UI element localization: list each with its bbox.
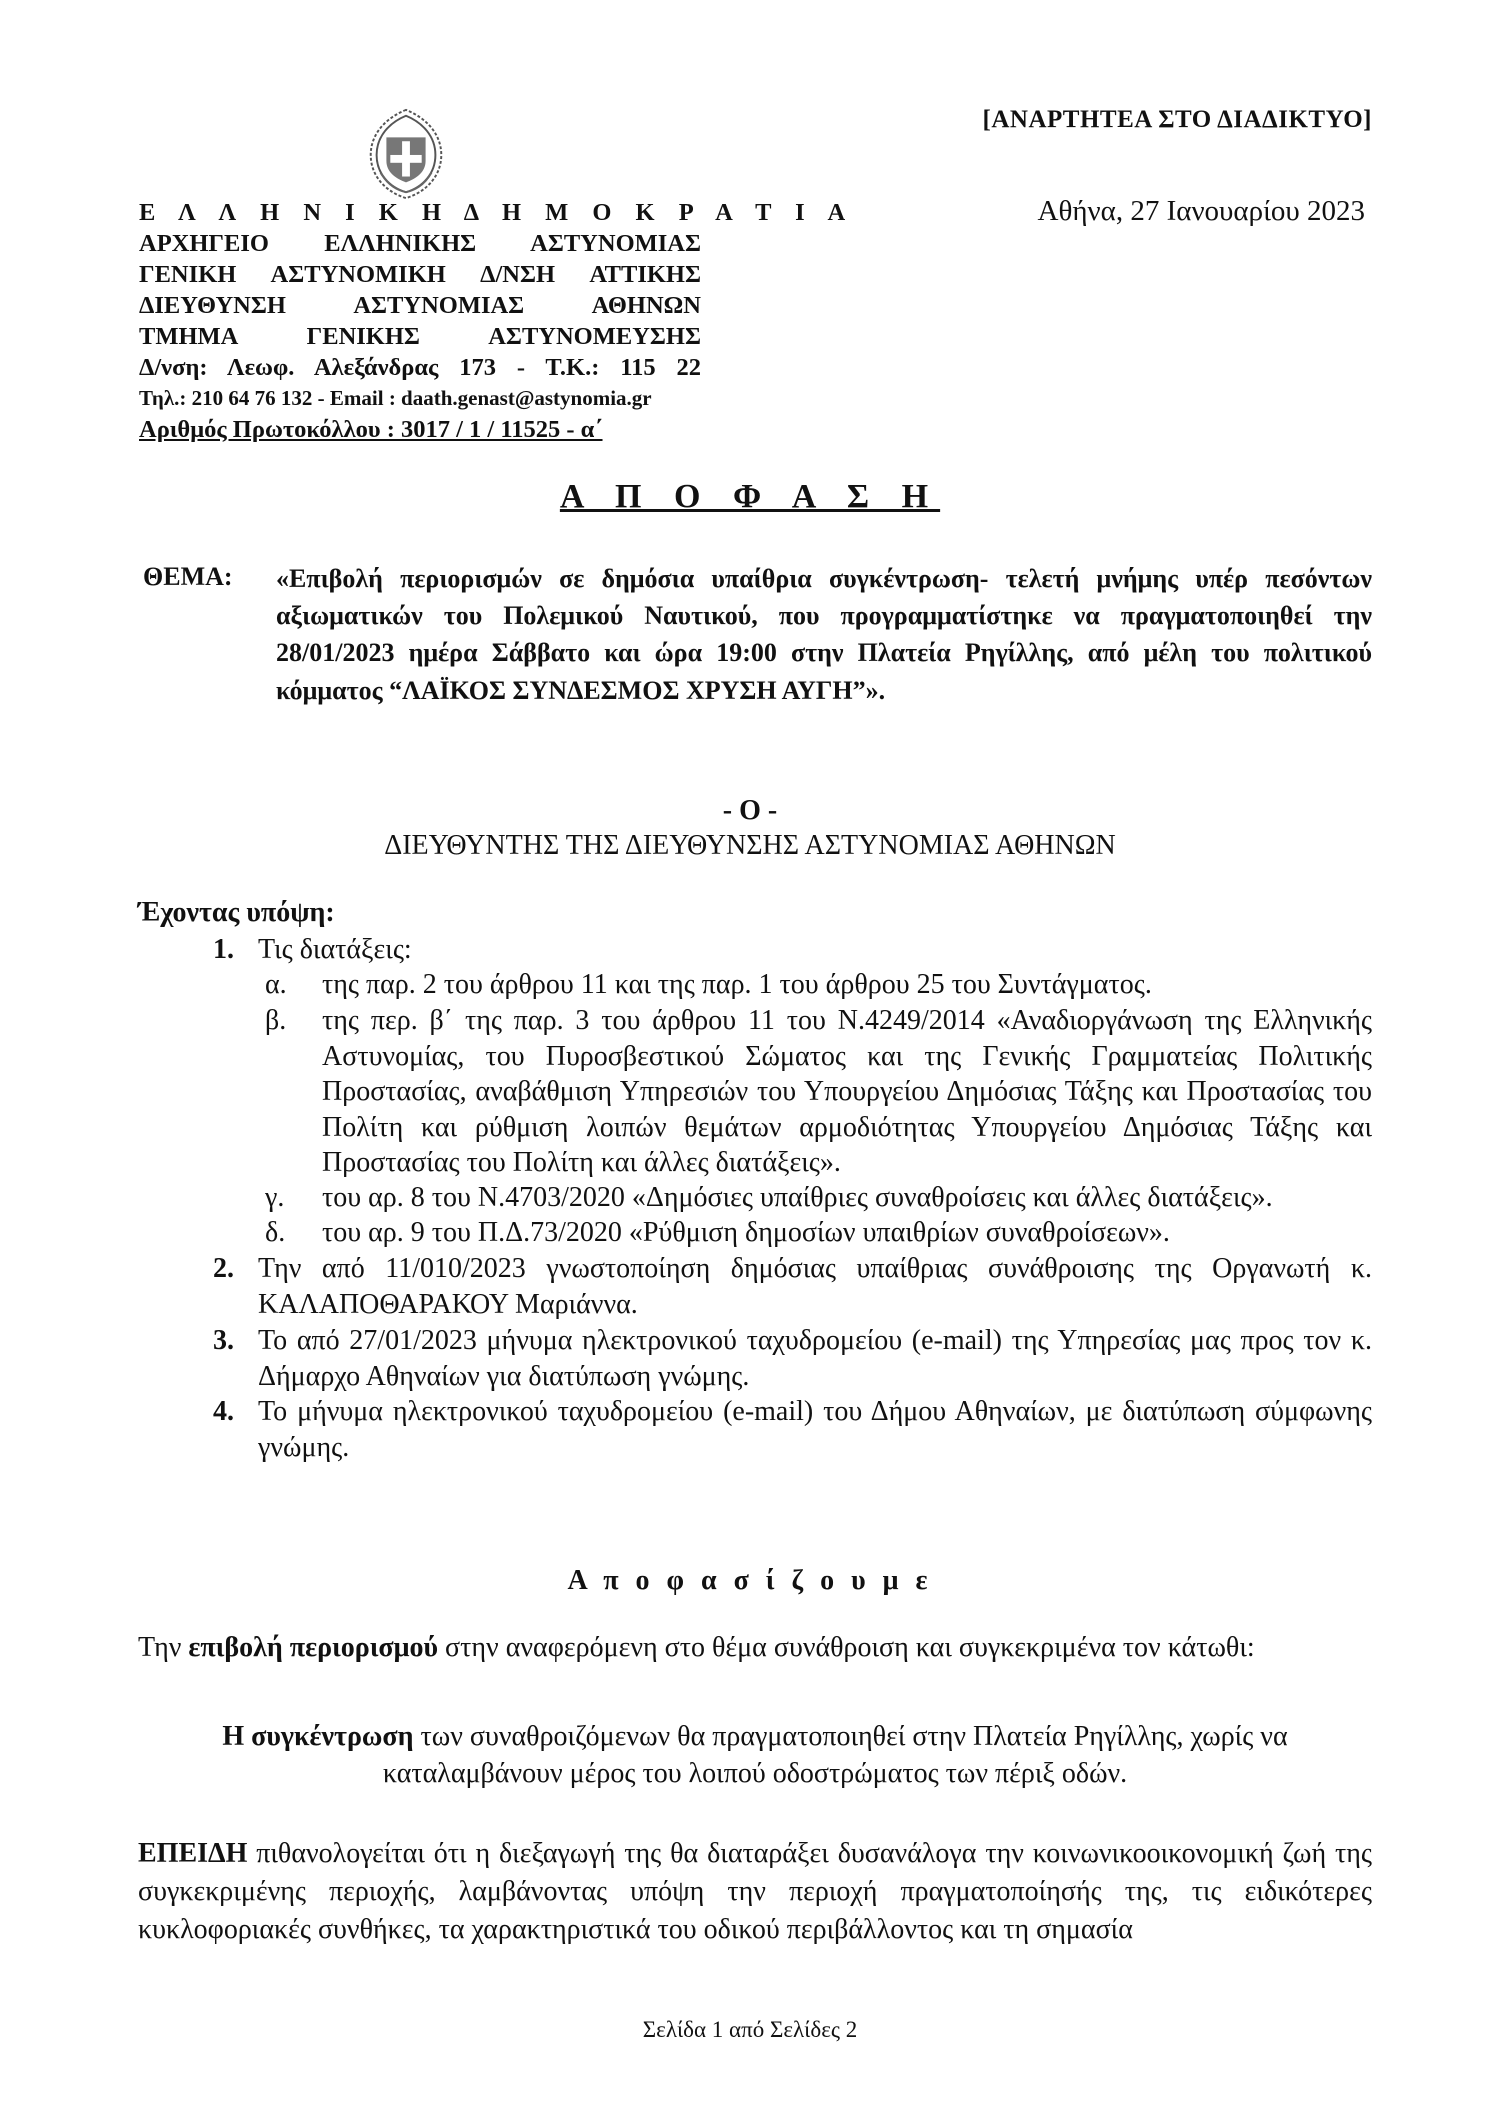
director-title: ΔΙΕΥΘΥΝΤΗΣ ΤΗΣ ΔΙΕΥΘΥΝΣΗΣ ΑΣΤΥΝΟΜΙΑΣ ΑΘΗΝΩΝ (384, 830, 1116, 861)
page-footer: Σελίδα 1 από Σελίδες 2 (642, 2017, 858, 2042)
decision-title: Α Π Ο Φ Α Σ Η (559, 478, 941, 515)
having-regard-heading: Έχοντας υπόψη: (138, 897, 335, 928)
item-number: 1. (213, 934, 234, 965)
protocol-number: Αριθμός Πρωτοκόλλου : 3017 / 1 / 11525 - α΄ (139, 416, 603, 443)
authority-line: Ε Λ Λ Η Ν Ι Κ Η Δ Η Μ Ο Κ Ρ Α Τ Ι Α (139, 199, 855, 226)
paragraph-text: στην αναφερόμενη στο θέμα συνάθροιση και συγκεκριμένα τον κάτωθι: (438, 1632, 1255, 1663)
we-decide-heading: Α π ο φ α σ ί ζ ο υ μ ε (567, 1565, 933, 1596)
paragraph-text: Την (138, 1632, 189, 1663)
list-item: Τις διατάξεις: (258, 934, 412, 965)
gathering-paragraph (138, 1718, 1372, 1792)
decision-paragraph (138, 1632, 1372, 1664)
subject-text: «Επιβολή περιορισμών σε δημόσια υπαίθρια συγκέντρωση- τελετή μνήμης υπέρ πεσόντων αξιωματικών του Πολεμικού Ναυτικού, που προγραμματίστηκε να πραγματοποιηθεί την 28/01/2023 ημέρα Σάββατο και ώρα 19:00 στην Πλατεία Ρηγίλλης, από μέλη του πολιτικού κόμματος “ΛΑΪΚΟΣ ΣΥΝΔΕΣΜΟΣ ΧΡΥΣΗ ΑΥΓΗ”». (276, 564, 1372, 705)
sub-item-text: της παρ. 2 του άρθρου 11 και της παρ. 1 του άρθρου 25 του Συντάγματος. (322, 969, 1152, 1000)
authority-contact: Τηλ.: 210 64 76 132 - Email : daath.genast@astynomia.gr (139, 386, 652, 410)
item-number: 4. (213, 1396, 234, 1427)
sub-item-text: του αρ. 9 του Π.Δ.73/2020 «Ρύθμιση δημοσίων υπαιθρίων συναθροίσεων». (322, 1217, 1170, 1248)
sub-item-mark: β. (265, 1005, 287, 1036)
issuing-authority-block (139, 197, 855, 445)
sub-item-text: της περ. β΄ της παρ. 3 του άρθρου 11 του Ν.4249/2014 «Αναδιοργάνωση της Ελληνικής Αστυνομίας, του Πυροσβεστικού Σώματος και της Γενικής Γραμματείας Πολιτικής Προστασίας, αναβάθμιση Υπηρεσιών του Υπουργείου Δημόσιας Τάξης και Προστασίας του Πολίτη και ρύθμιση λοιπών θεμάτων αρμοδιότητας Υπουργείου Δημόσιας Τάξης και Προστασίας του Πολίτη και άλλες διατάξεις». (322, 1005, 1372, 1178)
sub-item-mark: δ. (265, 1217, 286, 1248)
the-article: - Ο - (722, 795, 778, 826)
item-number: 3. (213, 1325, 234, 1356)
authority-line: ΤΜΗΜΑ ΓΕΝΙΚΗΣ ΑΣΤΥΝΟΜΕΥΣΗΣ (139, 323, 701, 350)
paragraph-text: πιθανολογείται ότι η διεξαγωγή της θα διαταράξει δυσανάλογα την κοινωνικοοικονομική ζωή της συγκεκριμένης περιοχής, λαμβάνοντας υπόψη την περιοχή πραγματοποίησής της, τις ειδικότερες κυκλοφοριακές συνθήκες, τα χαρακτηριστικά του οδικού περιβάλλοντος και τη σημασία (138, 1838, 1372, 1945)
item-number: 2. (213, 1253, 234, 1284)
authority-line: ΔΙΕΥΘΥΝΣΗ ΑΣΤΥΝΟΜΙΑΣ ΑΘΗΝΩΝ (139, 292, 701, 319)
list-item: Το μήνυμα ηλεκτρονικού ταχυδρομείου (e-mail) του Δήμου Αθηναίων, με διατύπωση σύμφωνης γνώμης. (258, 1396, 1372, 1463)
authority-address: Δ/νση: Λεωφ. Αλεξάνδρας 173 - Τ.Κ.: 115 22 (139, 354, 701, 381)
document-date: Αθήνα, 27 Ιανουαρίου 2023 (1037, 195, 1365, 227)
sub-item-mark: γ. (265, 1182, 285, 1213)
authority-line: ΑΡΧΗΓΕΙΟ ΕΛΛΗΝΙΚΗΣ ΑΣΤΥΝΟΜΙΑΣ (139, 230, 701, 257)
paragraph-emphasis: Η συγκέντρωση (222, 1721, 414, 1752)
list-item: Το από 27/01/2023 μήνυμα ηλεκτρονικού ταχυδρομείου (e-mail) της Υπηρεσίας μας προς τον κ. Δήμαρχο Αθηναίων για διατύπωση γνώμης. (258, 1325, 1372, 1392)
greek-emblem-icon (357, 104, 455, 202)
list-item: Την από 11/010/2023 γνωστοποίηση δημόσιας υπαίθριας συνάθροισης της Οργανωτή κ. ΚΑΛΑΠΟΘΑΡΑΚΟΥ Μαριάννα. (258, 1253, 1372, 1320)
paragraph-emphasis: ΕΠΕΙΔΗ (138, 1838, 248, 1869)
subject-label: ΘΕΜΑ: (143, 562, 233, 591)
sub-item-mark: α. (265, 969, 287, 1000)
authority-line: ΓΕΝΙΚΗ ΑΣΤΥΝΟΜΙΚΗ Δ/ΝΣΗ ΑΤΤΙΚΗΣ (139, 261, 701, 288)
reasoning-paragraph (138, 1835, 1372, 1949)
posted-online-notice: [ΑΝΑΡΤΗΤΕΑ ΣΤΟ ΔΙΑΔΙΚΤΥΟ] (982, 106, 1372, 133)
paragraph-emphasis: επιβολή περιορισμού (188, 1632, 439, 1663)
sub-item-text: του αρ. 8 του Ν.4703/2020 «Δημόσιες υπαίθριες συναθροίσεις και άλλες διατάξεις». (322, 1182, 1273, 1213)
paragraph-text: των συναθροιζόμενων θα πραγματοποιηθεί στην Πλατεία Ρηγίλλης, χωρίς να καταλαμβάνουν μέρος του λοιπού οδοστρώματος των πέριξ οδών. (382, 1721, 1288, 1789)
